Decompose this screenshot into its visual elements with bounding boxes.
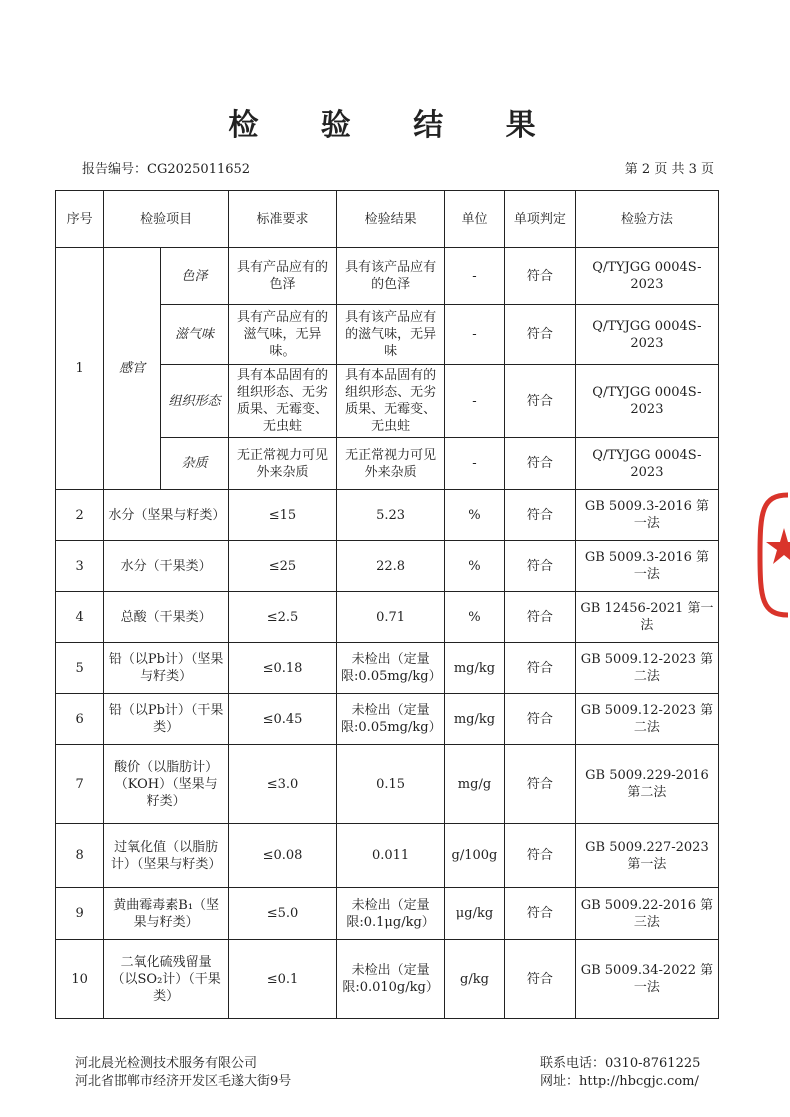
row-unit: %: [445, 541, 505, 592]
report-number: [82, 158, 250, 177]
footer-website-link: http://hbcgjc.com/: [579, 1074, 699, 1089]
footer-address: 河北省邯郸市经济开发区毛遂大街9号: [75, 1074, 292, 1089]
footer-contact-info: [540, 1055, 700, 1091]
row-requirement: ≤15: [228, 490, 336, 541]
footer-website: [540, 1073, 700, 1091]
header-cell: 标准要求: [228, 191, 336, 248]
row-requirement: ≤0.08: [228, 824, 336, 888]
row-method: Q/TYJGG 0004S-2023: [575, 365, 718, 438]
row-requirement: ≤3.0: [228, 745, 336, 824]
page-title: 检 验 结 果: [228, 108, 562, 143]
header-cell: 序号: [56, 191, 104, 248]
row-requirement: ≤0.18: [228, 643, 336, 694]
table-row: [56, 248, 719, 305]
row-method: GB 5009.12-2023 第二法: [575, 694, 718, 745]
row-requirement: 无正常视力可见外来杂质: [228, 438, 336, 490]
row-subitem: 组织形态: [160, 365, 228, 438]
row-item: 铅（以Pb计）（干果类）: [104, 694, 229, 745]
row-seq: 7: [56, 745, 104, 824]
row-unit: -: [445, 305, 505, 365]
row-unit: mg/kg: [445, 643, 505, 694]
header-cell: 检验方法: [575, 191, 718, 248]
row-item: 二氧化硫残留量（以SO₂计）（干果类）: [104, 940, 229, 1019]
row-result: 未检出（定量限:0.010g/kg）: [337, 940, 445, 1019]
row-method: GB 5009.22-2016 第三法: [575, 888, 718, 940]
table-row: [56, 643, 719, 694]
row-item: 水分（坚果与籽类）: [104, 490, 229, 541]
row-result: 具有本品固有的组织形态、无劣质果、无霉变、无虫蛀: [337, 365, 445, 438]
row-requirement: ≤5.0: [228, 888, 336, 940]
row-result: 5.23: [337, 490, 445, 541]
table-row: [56, 490, 719, 541]
row-judgement: 符合: [504, 592, 575, 643]
row-judgement: 符合: [504, 541, 575, 592]
header-cell: 单位: [445, 191, 505, 248]
table-row: [56, 745, 719, 824]
row-judgement: 符合: [504, 745, 575, 824]
row-item: 水分（干果类）: [104, 541, 229, 592]
row-group: 感官: [104, 248, 161, 490]
row-subitem: 滋气味: [160, 305, 228, 365]
row-result: 无正常视力可见外来杂质: [337, 438, 445, 490]
row-requirement: ≤0.45: [228, 694, 336, 745]
row-seq: 3: [56, 541, 104, 592]
row-item: 黄曲霉毒素B₁（坚果与籽类）: [104, 888, 229, 940]
row-seq: 1: [56, 248, 104, 490]
row-judgement: 符合: [504, 824, 575, 888]
row-unit: mg/kg: [445, 694, 505, 745]
report-number-value: CG2025011652: [147, 162, 251, 177]
row-seq: 6: [56, 694, 104, 745]
row-result: 0.71: [337, 592, 445, 643]
row-judgement: 符合: [504, 694, 575, 745]
row-unit: -: [445, 438, 505, 490]
row-judgement: 符合: [504, 940, 575, 1019]
row-requirement: 具有本品固有的组织形态、无劣质果、无霉变、无虫蛀: [228, 365, 336, 438]
row-seq: 9: [56, 888, 104, 940]
row-method: Q/TYJGG 0004S-2023: [575, 438, 718, 490]
row-judgement: 符合: [504, 490, 575, 541]
header-cell: 检验结果: [337, 191, 445, 248]
row-seq: 4: [56, 592, 104, 643]
results-table: [55, 190, 719, 1019]
row-method: GB 5009.12-2023 第二法: [575, 643, 718, 694]
row-result: 22.8: [337, 541, 445, 592]
row-method: GB 5009.3-2016 第一法: [575, 541, 718, 592]
row-item: 酸价（以脂肪计）（KOH）（坚果与籽类）: [104, 745, 229, 824]
row-unit: g/kg: [445, 940, 505, 1019]
row-unit: mg/g: [445, 745, 505, 824]
row-judgement: 符合: [504, 888, 575, 940]
row-requirement: ≤0.1: [228, 940, 336, 1019]
row-unit: %: [445, 490, 505, 541]
row-item: 过氧化值（以脂肪计）（坚果与籽类）: [104, 824, 229, 888]
table-row: [56, 940, 719, 1019]
row-unit: g/100g: [445, 824, 505, 888]
table-row: [56, 824, 719, 888]
row-seq: 10: [56, 940, 104, 1019]
row-judgement: 符合: [504, 643, 575, 694]
row-result: 具有该产品应有的滋气味，无异味: [337, 305, 445, 365]
row-subitem: 杂质: [160, 438, 228, 490]
footer-phone-value: 0310-8761225: [605, 1056, 701, 1071]
row-requirement: 具有产品应有的滋气味，无异味。: [228, 305, 336, 365]
row-result: 具有该产品应有的色泽: [337, 248, 445, 305]
report-number-label: 报告编号：: [82, 162, 148, 177]
row-judgement: 符合: [504, 248, 575, 305]
row-method: Q/TYJGG 0004S-2023: [575, 248, 718, 305]
footer-phone-label: 联系电话：: [540, 1056, 606, 1071]
row-seq: 8: [56, 824, 104, 888]
row-method: GB 12456-2021 第一法: [575, 592, 718, 643]
row-item: 铅（以Pb计）（坚果与籽类）: [104, 643, 229, 694]
row-judgement: 符合: [504, 365, 575, 438]
row-method: Q/TYJGG 0004S-2023: [575, 305, 718, 365]
row-seq: 5: [56, 643, 104, 694]
row-unit: -: [445, 248, 505, 305]
table-row: [56, 888, 719, 940]
row-seq: 2: [56, 490, 104, 541]
row-unit: μg/kg: [445, 888, 505, 940]
row-result: 未检出（定量限:0.05mg/kg）: [337, 643, 445, 694]
row-requirement: ≤2.5: [228, 592, 336, 643]
inspection-seal-stamp: [752, 490, 790, 620]
row-result: 未检出（定量限:0.05mg/kg）: [337, 694, 445, 745]
table-header-row: [56, 191, 719, 248]
row-judgement: 符合: [504, 305, 575, 365]
row-method: GB 5009.3-2016 第一法: [575, 490, 718, 541]
page-info: 第 2 页 共 3 页: [624, 162, 714, 177]
row-method: GB 5009.34-2022 第一法: [575, 940, 718, 1019]
row-subitem: 色泽: [160, 248, 228, 305]
row-unit: %: [445, 592, 505, 643]
header-cell: 检验项目: [104, 191, 229, 248]
footer-website-label: 网址：: [540, 1074, 580, 1089]
header-cell: 单项判定: [504, 191, 575, 248]
row-unit: -: [445, 365, 505, 438]
row-result: 未检出（定量限:0.1μg/kg）: [337, 888, 445, 940]
footer-company-name: 河北晨光检测技术服务有限公司: [75, 1056, 258, 1071]
row-result: 0.011: [337, 824, 445, 888]
row-requirement: ≤25: [228, 541, 336, 592]
row-method: GB 5009.227-2023 第一法: [575, 824, 718, 888]
footer-company-info: [75, 1055, 291, 1091]
footer-phone: [540, 1055, 700, 1073]
row-result: 0.15: [337, 745, 445, 824]
table-row: [56, 592, 719, 643]
row-method: GB 5009.229-2016 第二法: [575, 745, 718, 824]
row-requirement: 具有产品应有的色泽: [228, 248, 336, 305]
row-item: 总酸（干果类）: [104, 592, 229, 643]
table-row: [56, 694, 719, 745]
row-judgement: 符合: [504, 438, 575, 490]
table-row: [56, 541, 719, 592]
